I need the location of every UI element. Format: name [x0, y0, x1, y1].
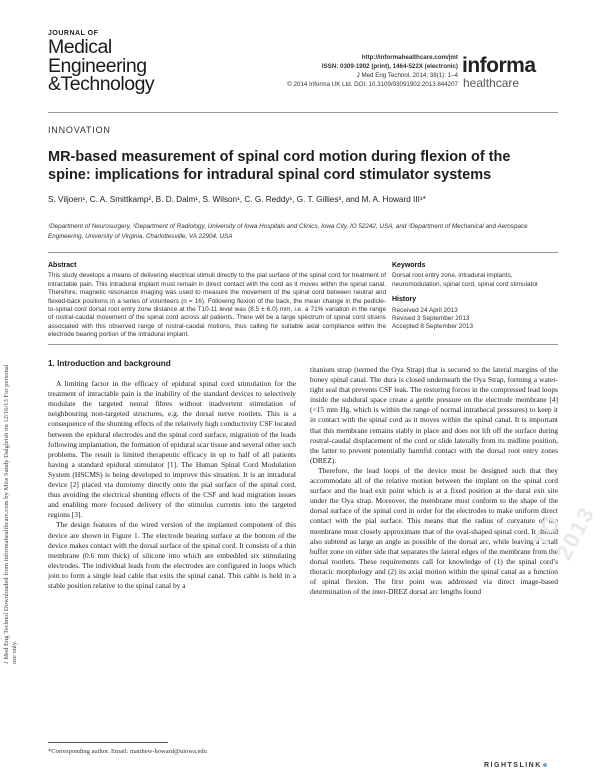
- publication-info: [228, 53, 458, 89]
- paragraph: The design features of the wired version of the implanted component of this device are shown in Figure 1. The electrode bearing surface at the bottom of the device makes contact with the dorsal surface of the spinal cord. It consists of a thin membrane (0.6 mm thick) of silicone into which are embedded six stimulating electrodes. The individual leads from the electrodes are configured in loops which join to form a single lead cable that exits the spinal canal. This cable is held in a stable position relative to the spinal canal by a: [48, 520, 296, 590]
- download-note: J Med Eng Technol Downloaded from informahealthcare.com by Miss Sandy Dalgleish on 12/16/13 For personal use only.: [3, 364, 18, 664]
- keywords-block: [392, 262, 560, 289]
- correspondence-note: *Corresponding author. Email: matthew-howard@uiowa.edu: [48, 748, 207, 755]
- watermark: TO 2013: [528, 501, 600, 564]
- abstract-divider: [48, 252, 558, 253]
- history-heading: History: [392, 296, 417, 304]
- header-divider: [48, 112, 558, 113]
- history-received: Received 24 April 2013: [392, 306, 458, 314]
- journal-logo-line4: &Technology: [48, 73, 155, 95]
- history-block: [392, 296, 560, 332]
- abstract-text: This study develops a means of delivering electrical stimuli directly to the pial surface of the spinal cord for treatment of intractable pain. This intradural implant must remain in direct contact with the cord as it moves within the spinal canal. Therefore, magnetic resonance imaging was used to measure the movement of the spinal cord between neutral and flexed-back positions in a series of volunteers (n = 16). Following flexion of the back, the mean change in the pedicle-to-spinal cord dorsal root entry zone distance at the T10-11 level was (8.5 ± 6.0) mm, i.e. a 71% variation in the range of rostral-caudal movement of the spinal cord across all patients. There will be a large spectrum of spinal cord strains associated with this observed range of rostral-caudal motions, thus calling for suitable axial compliance within the electrode bearing portion of the intradural implant.: [48, 272, 386, 339]
- keywords-heading: Keywords: [392, 262, 426, 269]
- abstract: [48, 262, 386, 340]
- publisher-name: informa: [462, 54, 536, 77]
- journal-logo: [48, 30, 158, 94]
- body-column-right: [310, 365, 558, 597]
- rightslink-dot-icon: [543, 763, 547, 767]
- section-heading: 1. Introduction and background: [48, 359, 171, 368]
- body-column-left: [48, 355, 296, 591]
- affiliations: ¹Department of Neurosurgery, ²Department of Radiology, University of Iowa Hospitals and Clinics, Iowa City, IO 52242, USA, and ³Department of Mechanical and Aerospace Engineering, University of Virginia, Charlottesville, VA 22904, USA: [48, 223, 528, 240]
- doi: © 2014 Informa UK Ltd. DOI: 10.3109/03091902.2013.844207: [287, 81, 458, 88]
- journal-logo-line3: Engineering: [48, 54, 147, 77]
- abstract-heading: Abstract: [48, 262, 77, 269]
- publisher-sub: healthcare: [463, 76, 520, 90]
- publisher-logo: [462, 56, 536, 90]
- issn: ISSN: 0309-1902 (print), 1464-522X (electronic): [321, 63, 458, 70]
- keywords-text: Dorsal root entry zone, intradural implants, neuromodulation, spinal cord, spinal cord stimulator: [392, 272, 538, 288]
- history-revised: Revised 3 September 2013: [392, 315, 470, 323]
- section-label: INNOVATION: [48, 125, 111, 135]
- journal-url[interactable]: http://informahealthcare.com/jmt: [361, 54, 458, 61]
- body-divider: [48, 344, 558, 345]
- author-list: S. Viljoen¹, C. A. Smittkamp², B. D. Dalm¹, S. Wilson¹, C. G. Reddy¹, G. T. Gillies³, and M. A. Howard III¹*: [48, 195, 426, 204]
- paragraph: A limiting factor in the efficacy of epidural spinal cord stimulation for the treatment of intractable pain is the inability of the standard devices to selectively modulate the targeted neural fibres without inadvertent stimulation of neighbouring non-targeted structures, e.g. the dorsal nerve rootlets. This is a consequence of the shunting effects of the relatively high conductivity CSF located between the epidural electrodes and the spinal cord surface, migration of the leads following implantation, the formation of epidural scar tissue and several other such problems. The result is limited therapeutic efficacy in up to half of all patients having a standard epidural stimulator [1]. The Human Spinal Cord Modulation System (HSCMS) is being developed to improve this situation. It is an intradural device [2] placed via durotomy directly onto the pial surface of the spinal cord, thus avoiding the electrical shunting effects of the CSF and lead migration issues and enabling more focused delivery of the stimulus currents into the targeted regions [3].: [48, 379, 296, 520]
- rightslink-logo[interactable]: [484, 762, 547, 769]
- article-metadata: [392, 262, 560, 339]
- citation: J Med Eng Technol, 2014; 38(1): 1–4: [356, 72, 458, 79]
- journal-logo-line2: Medical: [48, 36, 112, 58]
- article-title: MR-based measurement of spinal cord motion during flexion of the spine: implications for intradural spinal cord stimulator systems: [48, 149, 511, 183]
- rightslink-label: RIGHTSLINK: [484, 762, 542, 769]
- history-accepted: Accepted 8 September 2013: [392, 323, 474, 331]
- journal-logo-line1: JOURNAL OF: [48, 30, 99, 37]
- footnote-divider: [48, 742, 168, 743]
- paragraph: Therefore, the lead loops of the device must be designed such that they accommodate all of the relative motion between the implant on the spinal cord surface and the lead exit point which is at a fixed position at the dural exit site under the Oya strap. Moreover, the membrane must conform to the shape of the dorsal surface of the spinal cord in order for the electrodes to make uniform direct contact with the pial surface. This means that the radius of curvature of the membrane must closely approximate that of the oval-shaped spinal cord. It should also subtend as large an angle as possible of the dorsal arc, while leaving a small buffer zone on either side that separates the lateral edges of the membrane from the dorsal rootlets. These requirements call for knowledge of (1) the spinal cord’s thoracic morphology and (2) its axial motion within the spinal canal as a function of spinal flexion. The first point was addressed via direct image-based determination of the inter-DREZ dorsal arc lengths found: [310, 465, 558, 597]
- paragraph: titanium strap (termed the Oya Strap) that is secured to the lateral margins of the boney spinal canal. The dura is closed underneath the Oya Strap, forming a water-tight seal that prevents CSF leak. The restoring forces in the compressed lead loops inside the subdural space create a gentle pressure on the electrode membrane [4] (<15 mm Hg, which is within the range of normal intrathecal pressures) to keep it in contact with the spinal cord as it moves within the spinal canal. It is important that this membrane remains stably in place and does not lift off the surface during rostral-caudal displacement of the cord or slide laterally from its midline position, the latter to prevent potentially harmful contact with the dorsal root entry zones (DREZ).: [310, 365, 558, 465]
